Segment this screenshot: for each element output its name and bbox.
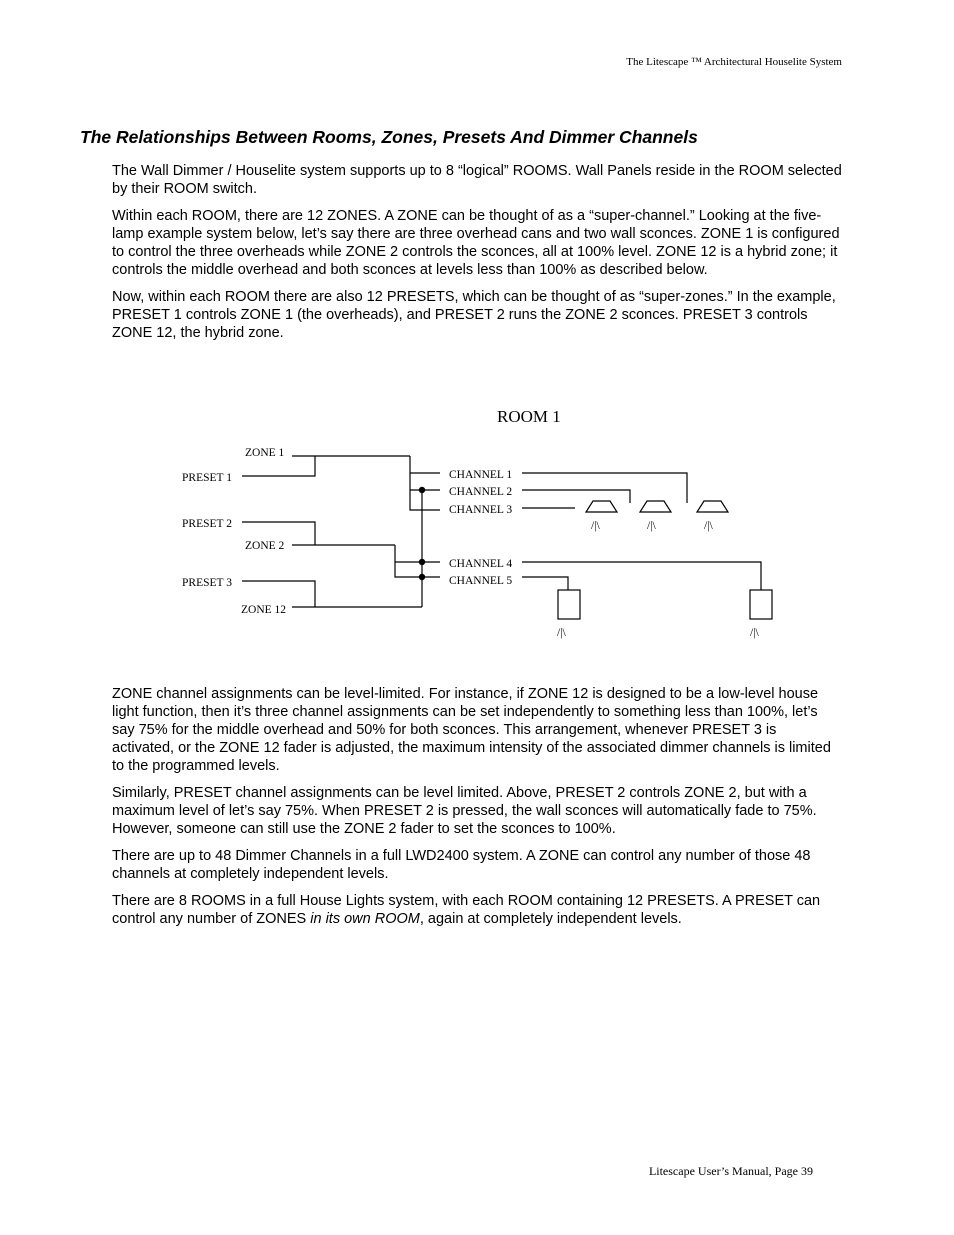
section-title: The Relationships Between Rooms, Zones, Presets And Dimmer Channels [80,127,698,147]
light-beam-icon: /|\ [647,520,656,532]
light-beam-icon: /|\ [591,520,600,532]
room-label: ROOM 1 [497,407,561,426]
channel-label: CHANNEL 5 [449,575,513,587]
room-wiring-diagram [170,400,810,650]
wall-sconce-icons [558,590,772,619]
zone-label: ZONE 2 [245,540,285,552]
overhead-can-icons [586,501,728,512]
zone-label: ZONE 12 [241,604,287,616]
paragraph: There are up to 48 Dimmer Channels in a full LWD2400 system. A ZONE can control any number of those 48 channels at completely independent levels. [112,848,811,882]
page-footer: Litescape User’s Manual, Page 39 [648,1164,813,1178]
channel-label: CHANNEL 2 [449,486,513,498]
paragraph: Similarly, PRESET channel assignments can be level limited. Above, PRESET 2 controls ZONE 2, but with a maximum level of let’s say 75%. When PRESET 2 is pressed, the wall sconces will automatically fade to 75%. However, someone can still use the ZONE 2 fader to set the sconces to 100%. [112,785,817,837]
paragraph: Within each ROOM, there are 12 ZONES. A ZONE can be thought of as a “super-channel.” Looking at the five-lamp example system below, let’s say there are three overhead cans and two wall sconces. ZONE 1 is configured to control the three overheads while ZONE 2 controls the sconces, all at 100% level. ZONE 12 is a hybrid zone; it controls the middle overhead and both sconces at levels less than 100% as described below. [112,208,840,278]
paragraph [112,892,842,928]
channel-label: CHANNEL 4 [449,558,513,570]
channel-label: CHANNEL 3 [449,504,513,516]
preset-label: PRESET 1 [182,472,232,484]
emphasis-text: in its own ROOM [310,911,420,927]
light-beam-icon: /|\ [704,520,713,532]
channel-label: CHANNEL 1 [449,469,513,481]
zone-label: ZONE 1 [245,447,285,459]
paragraph: The Wall Dimmer / Houselite system supports up to 8 “logical” ROOMS. Wall Panels reside in the ROOM selected by their ROOM switch. [112,163,842,197]
preset-label: PRESET 2 [182,518,232,530]
intro-text [112,162,842,351]
light-beam-icon: /|\ [557,627,566,639]
paragraph-text: There are 8 ROOMS in a full House Lights system, with each ROOM containing 12 PRESETS. A PRESET can control any number of ZONES [112,893,821,927]
running-header: The Litescape ™ Architectural Houselite System [626,56,842,68]
explanation-text [112,685,842,937]
light-beam-icon: /|\ [750,627,759,639]
paragraph: Now, within each ROOM there are also 12 PRESETS, which can be thought of as “super-zones.” In the example, PRESET 1 controls ZONE 1 (the overheads), and PRESET 2 runs the ZONE 2 sconces. PRESET 3 controls ZONE 12, the hybrid zone. [112,289,836,341]
paragraph-text: , again at completely independent levels. [419,911,682,927]
paragraph: ZONE channel assignments can be level-limited. For instance, if ZONE 12 is designed to be a low-level house light function, then it’s three channel assignments can be set independently to something less than 100%, let’s say 75% for the middle overhead and 50% for both sconces. This arrangement, whenever PRESET 3 is activated, or the ZONE 12 fader is adjusted, the maximum intensity of the associated dimmer channels is limited to the programmed levels. [112,686,831,774]
preset-label: PRESET 3 [182,577,232,589]
